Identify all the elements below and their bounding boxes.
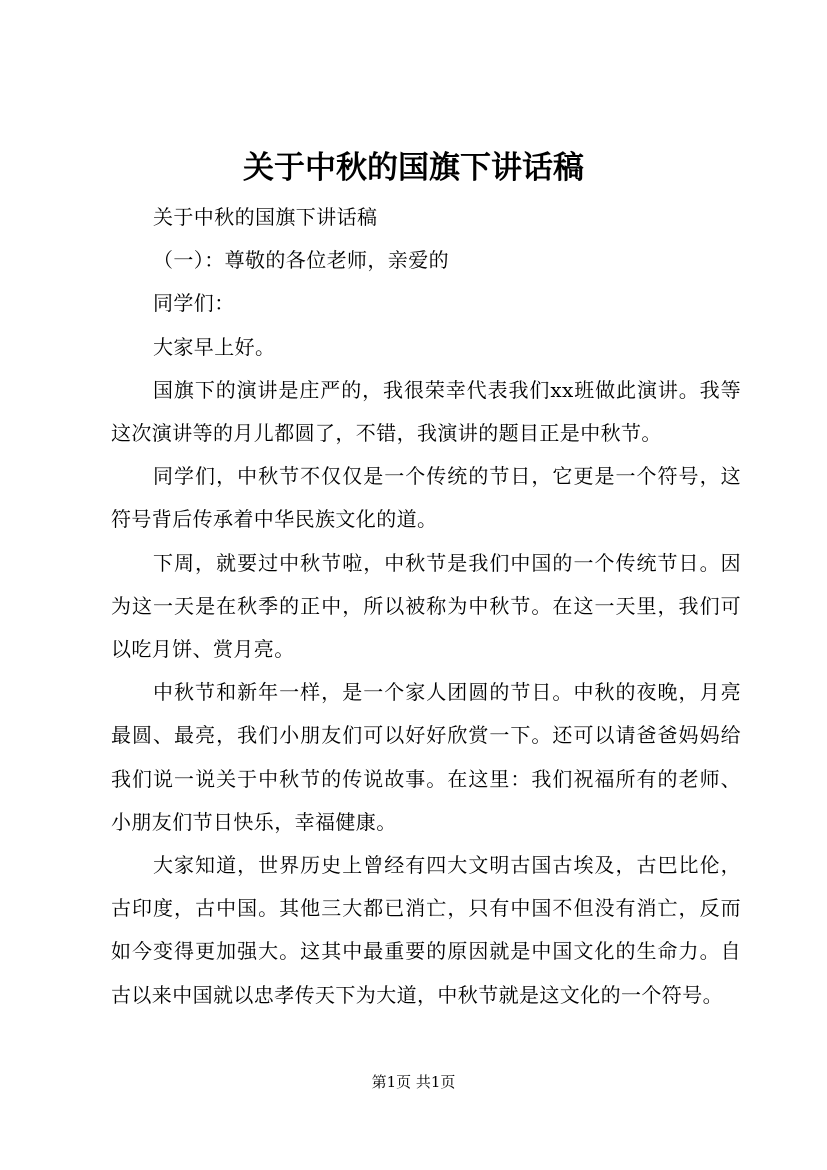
paragraph-subtitle: 关于中秋的国旗下讲话稿	[153, 205, 378, 229]
paragraph-greeting: （一）：尊敬的各位老师，亲爱的	[153, 248, 449, 273]
paragraph-reunion: 中秋节和新年一样，是一个家人团圆的节日。中秋的夜晚，月亮最圆、最亮，我们小朋友们可以好好欣赏一下。还可以请爸爸妈妈给我们说一说关于中秋节的传说故事。在这里：我们祝福所有的老师、小朋友们节日快乐，幸福健康。	[111, 680, 741, 834]
document-title: 关于中秋的国旗下讲话稿	[243, 150, 584, 186]
paragraph-good-morning: 大家早上好。	[153, 334, 276, 359]
paragraph-civilization: 大家知道，世界历史上曾经有四大文明古国古埃及，古巴比伦，古印度，古中国。其他三大都已消亡，只有中国不但没有消亡，反而如今变得更加强大。这其中最重要的原因就是中国文化的生命力。自古以来中国就以忠孝传天下为大道，中秋节就是这文化的一个符号。	[111, 853, 741, 1007]
paragraph-festival: 下周，就要过中秋节啦，中秋节是我们中国的一个传统节日。因为这一天是在秋季的正中，所以被称为中秋节。在这一天里，我们可以吃月饼、赏月亮。	[111, 550, 741, 662]
paragraph-symbol: 同学们，中秋节不仅仅是一个传统的节日，它更是一个符号，这符号背后传承着中华民族文化的道。	[111, 464, 741, 532]
document-body	[111, 196, 741, 1017]
paragraph-greeting-cont: 同学们：	[153, 291, 235, 316]
paragraph-intro: 国旗下的演讲是庄严的，我很荣幸代表我们xx班做此演讲。我等这次演讲等的月儿都圆了，不错，我演讲的题目正是中秋节。	[111, 377, 741, 446]
page-footer: 第1页 共1页	[371, 1073, 456, 1091]
